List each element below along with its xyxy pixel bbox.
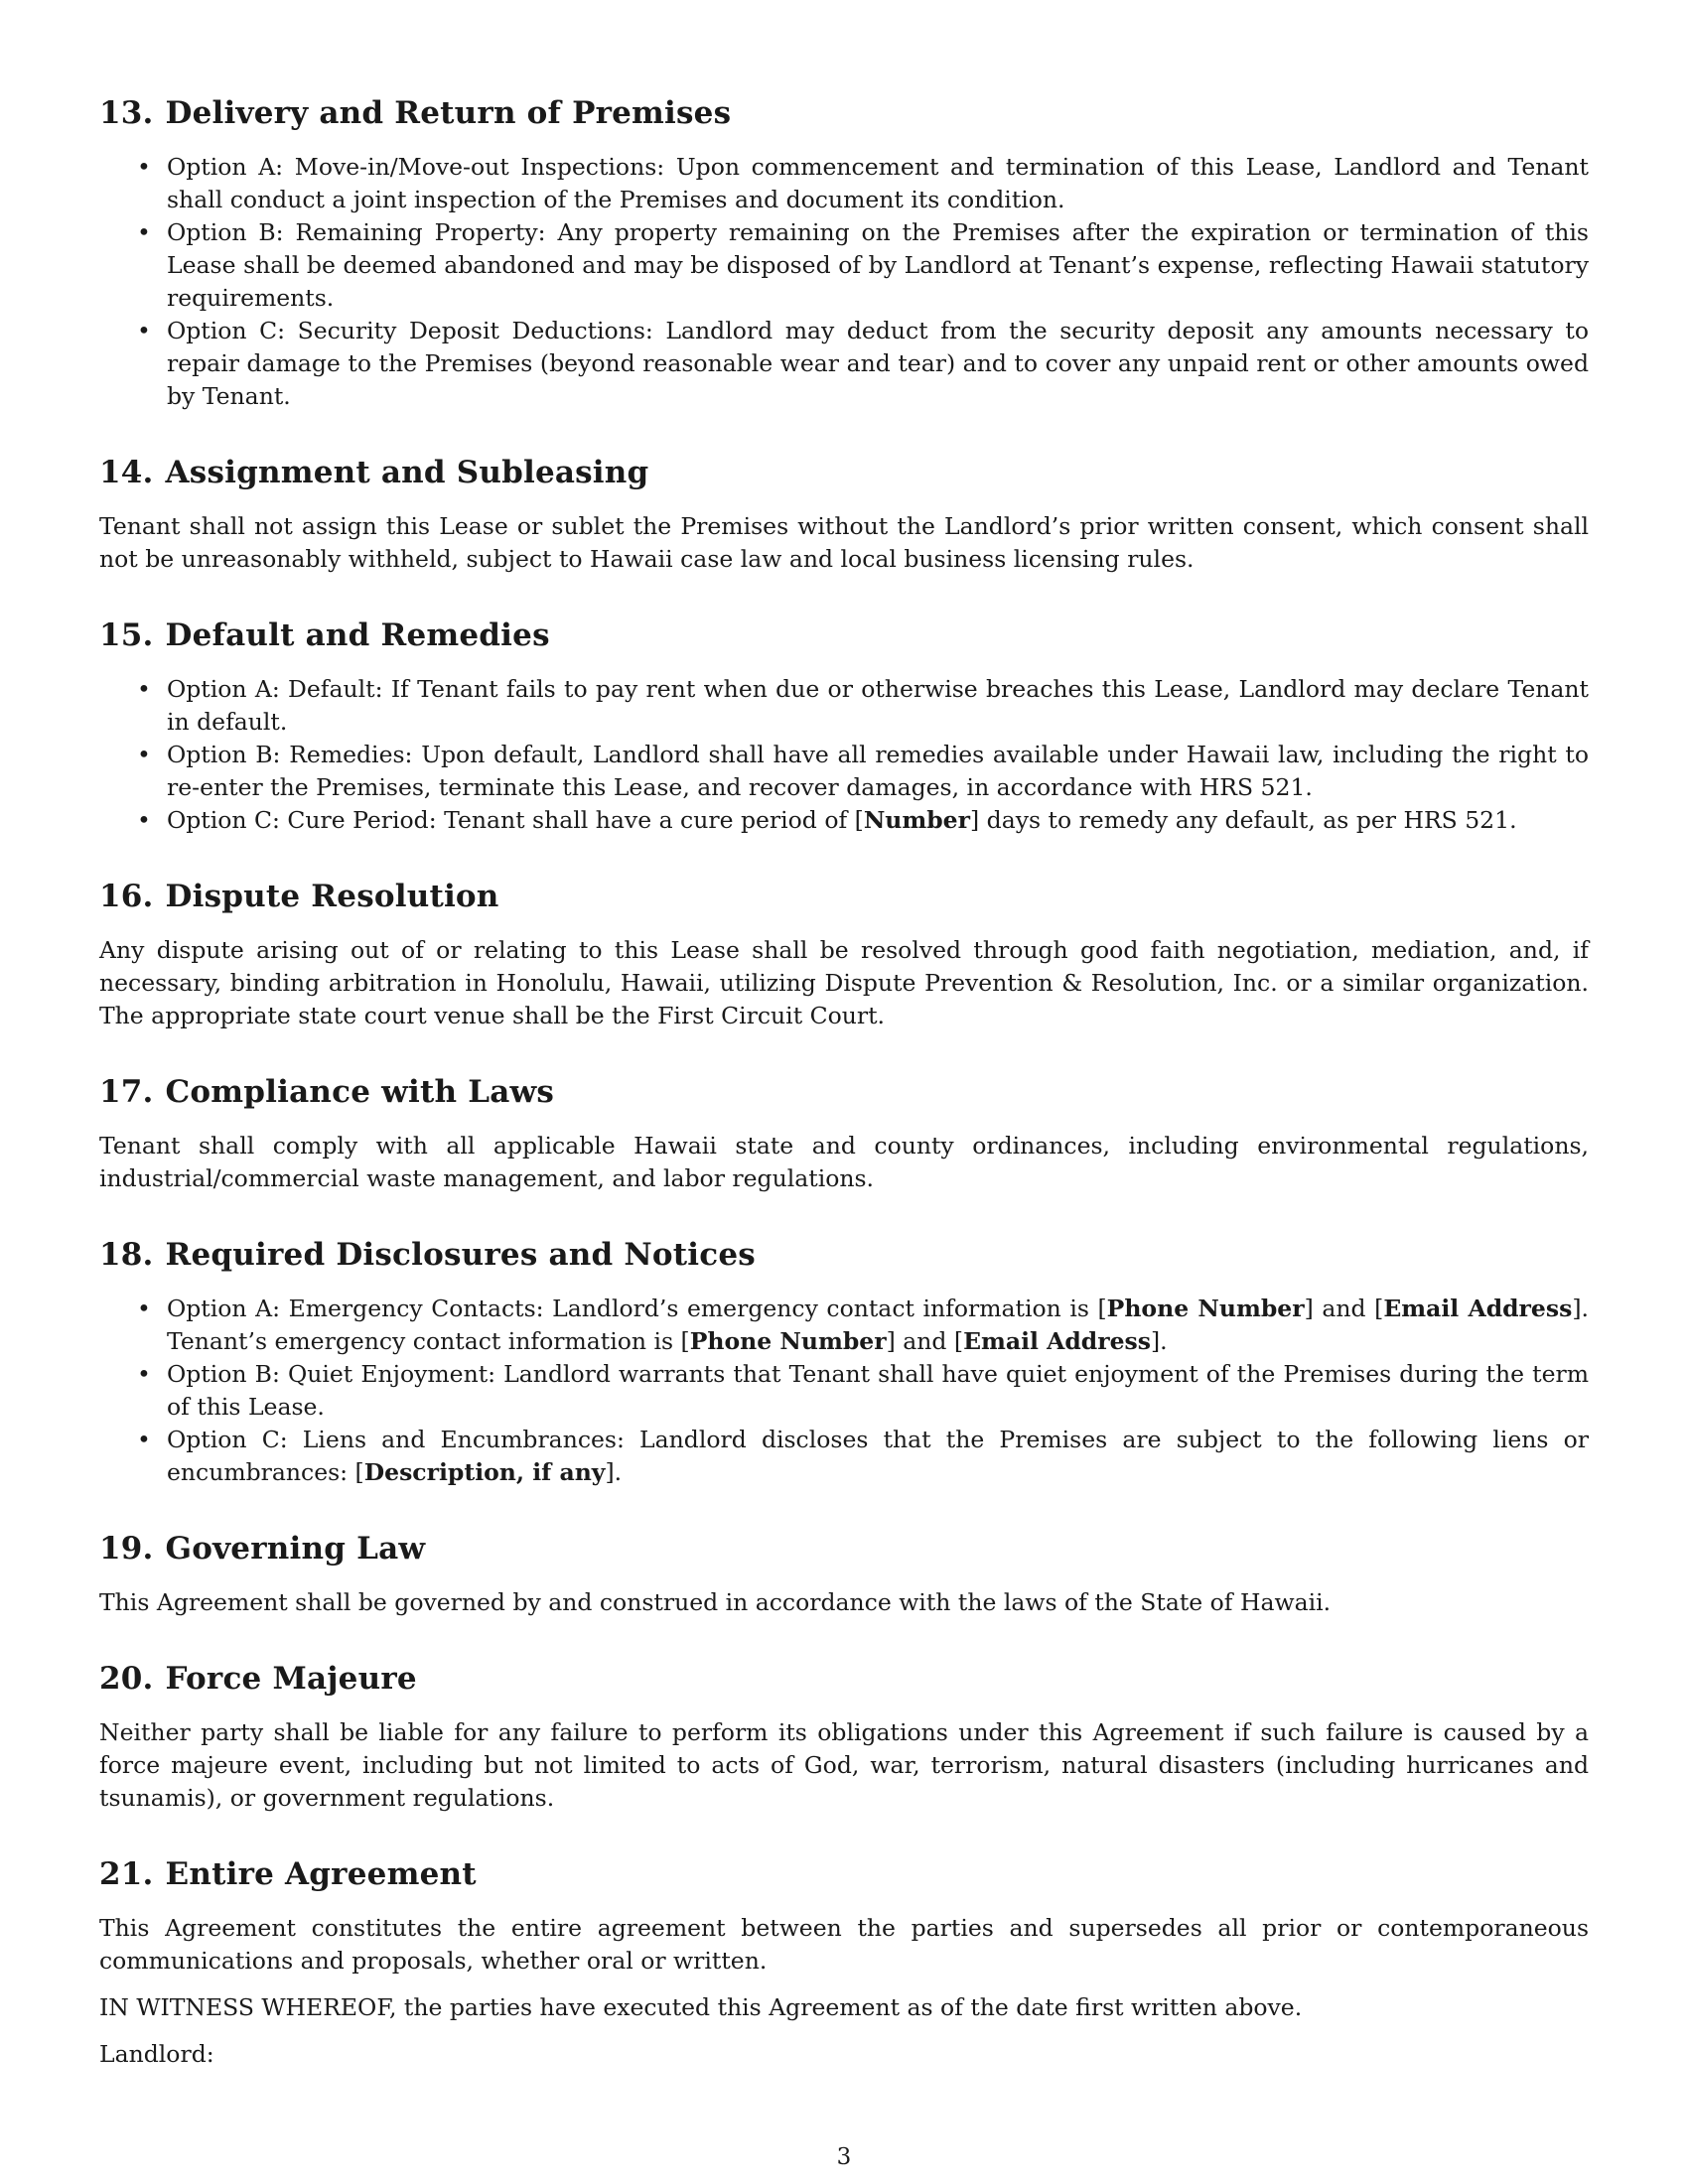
option-text: Option C: Cure Period: Tenant shall have a cure period of [	[167, 806, 864, 834]
section-title: Entire Agreement	[165, 1856, 477, 1892]
section-number: 14.	[99, 455, 154, 490]
option-text: Option A: Default: If Tenant fails to pay rent when due or otherwise breaches this Lease, Landlord may declare Tenant in default.	[167, 675, 1589, 736]
section-13	[99, 89, 1589, 413]
section-heading	[99, 89, 1589, 137]
section-20	[99, 1655, 1589, 1815]
section-18	[99, 1231, 1589, 1489]
section-heading	[99, 1068, 1589, 1116]
option-text: ].	[605, 1458, 623, 1486]
option-item	[99, 673, 1589, 739]
section-heading	[99, 449, 1589, 496]
section-title: Required Disclosures and Notices	[165, 1237, 756, 1273]
section-number: 13.	[99, 95, 154, 131]
option-text: Option B: Remaining Property: Any property remaining on the Premises after the expiration or termination of this Lease shall be deemed abandoned and may be disposed of by Landlord at Tenant’s expense, reflecting Hawaii statutory requirements.	[167, 218, 1589, 312]
placeholder-field: Description, if any	[363, 1458, 606, 1486]
section-paragraph: Tenant shall comply with all applicable Hawaii state and county ordinances, including environmental regulations, industrial/commercial waste management, and labor regulations.	[99, 1132, 1589, 1192]
section-14	[99, 449, 1589, 576]
placeholder-field: Number	[863, 806, 971, 834]
section-heading	[99, 1231, 1589, 1279]
placeholder-field: Email Address	[963, 1327, 1151, 1355]
section-16	[99, 873, 1589, 1032]
section-paragraph: Tenant shall not assign this Lease or sublet the Premises without the Landlord’s prior written consent, which consent shall not be unreasonably withheld, subject to Hawaii case law and local business licensing rules.	[99, 512, 1589, 573]
option-item	[99, 739, 1589, 804]
option-item	[99, 151, 1589, 216]
section-title: Dispute Resolution	[165, 879, 499, 914]
option-list	[99, 673, 1589, 837]
option-text: Option A: Move-in/Move-out Inspections: Upon commencement and termination of this Lease, Landlord and Tenant shall conduct a joint inspection of the Premises and document its condition.	[167, 153, 1589, 213]
section-paragraph: Any dispute arising out of or relating to this Lease shall be resolved through good faith negotiation, mediation, and, if necessary, binding arbitration in Honolulu, Hawaii, utilizing Dispute Prevention & Resolution, Inc. or a similar organization. The appropriate state court venue shall be the First Circuit Court.	[99, 936, 1589, 1029]
option-item	[99, 216, 1589, 315]
section-title: Force Majeure	[165, 1661, 417, 1697]
page-number: 3	[836, 2144, 852, 2170]
section-heading	[99, 612, 1589, 659]
section-21	[99, 1850, 1589, 2071]
section-paragraph: This Agreement constitutes the entire agreement between the parties and supersedes all prior or contemporaneous communications and proposals, whether oral or written.	[99, 1914, 1589, 1975]
section-title: Delivery and Return of Premises	[165, 95, 732, 131]
option-text: Option A: Emergency Contacts: Landlord’s emergency contact information is [	[167, 1295, 1107, 1322]
option-item	[99, 1424, 1589, 1489]
section-heading	[99, 1655, 1589, 1703]
option-text: Option B: Remedies: Upon default, Landlord shall have all remedies available under Hawaii law, including the right to re-enter the Premises, terminate this Lease, and recover damages, in accordance with HRS 521.	[167, 741, 1589, 801]
section-number: 17.	[99, 1074, 154, 1110]
option-item	[99, 1293, 1589, 1358]
section-15	[99, 612, 1589, 837]
section-number: 20.	[99, 1661, 154, 1697]
placeholder-field: Phone Number	[1106, 1295, 1305, 1322]
option-item	[99, 804, 1589, 837]
section-number: 19.	[99, 1531, 154, 1567]
section-paragraph: IN WITNESS WHEREOF, the parties have executed this Agreement as of the date first written above.	[99, 1993, 1303, 2021]
option-text: ]. Tenant’s emergency contact information is [	[167, 1295, 1589, 1355]
section-heading	[99, 1850, 1589, 1898]
section-19	[99, 1525, 1589, 1619]
document-page	[99, 89, 1589, 2107]
section-heading	[99, 1525, 1589, 1572]
option-item	[99, 1358, 1589, 1424]
section-heading	[99, 873, 1589, 920]
section-17	[99, 1068, 1589, 1195]
section-number: 21.	[99, 1856, 154, 1892]
option-list	[99, 151, 1589, 413]
section-number: 15.	[99, 617, 154, 653]
option-text: Option B: Quiet Enjoyment: Landlord warrants that Tenant shall have quiet enjoyment of the Premises during the term of this Lease.	[167, 1360, 1589, 1421]
option-text: Option C: Liens and Encumbrances: Landlord discloses that the Premises are subject to the following liens or encumbrances: [	[167, 1426, 1589, 1486]
section-number: 16.	[99, 879, 154, 914]
section-paragraph: Neither party shall be liable for any failure to perform its obligations under this Agreement if such failure is caused by a force majeure event, including but not limited to acts of God, war, terrorism, natural disasters (including hurricanes and tsunamis), or government regulations.	[99, 1718, 1589, 1812]
section-title: Governing Law	[165, 1531, 426, 1567]
option-text: ] and [	[886, 1327, 964, 1355]
section-number: 18.	[99, 1237, 154, 1273]
option-text: ].	[1151, 1327, 1168, 1355]
option-text: Option C: Security Deposit Deductions: Landlord may deduct from the security deposit any amounts necessary to repair damage to the Premises (beyond reasonable wear and tear) and to cover any unpaid rent or other amounts owed by Tenant.	[167, 317, 1589, 410]
placeholder-field: Phone Number	[689, 1327, 887, 1355]
section-title: Default and Remedies	[165, 617, 550, 653]
section-title: Assignment and Subleasing	[165, 455, 649, 490]
option-list	[99, 1293, 1589, 1489]
section-paragraph: This Agreement shall be governed by and construed in accordance with the laws of the State of Hawaii.	[99, 1588, 1332, 1616]
option-item	[99, 315, 1589, 413]
section-title: Compliance with Laws	[165, 1074, 555, 1110]
option-text: ] and [	[1304, 1295, 1384, 1322]
placeholder-field: Email Address	[1383, 1295, 1573, 1322]
option-text: ] days to remedy any default, as per HRS 521.	[970, 806, 1517, 834]
section-paragraph: Landlord:	[99, 2040, 214, 2068]
